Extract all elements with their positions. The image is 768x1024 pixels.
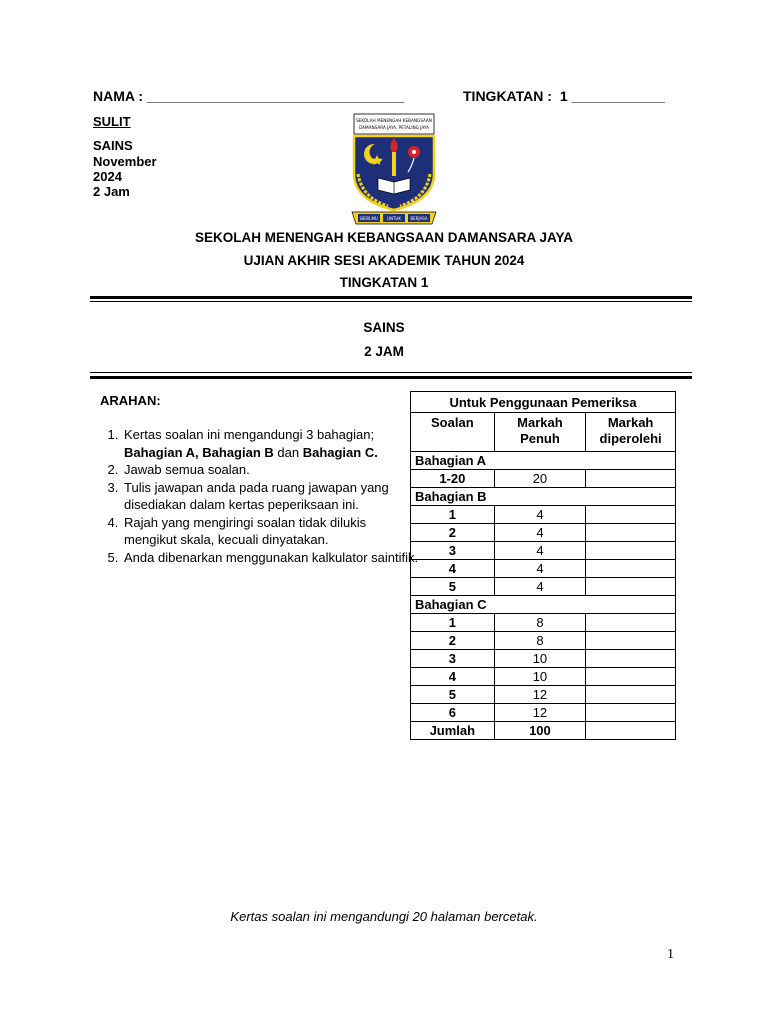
page-number: 1 (667, 947, 674, 962)
total-value-cell: 100 (494, 722, 586, 740)
instruction-1-text: Kertas soalan ini mengandungi 3 bahagian; (124, 427, 375, 442)
crest-banner-text-1: SEKOLAH MENENGAH KEBANGSAAN (356, 118, 432, 123)
obtained-marks-cell[interactable] (586, 650, 676, 668)
full-marks-cell: 4 (494, 578, 586, 596)
duration-label: 2 Jam (93, 184, 130, 199)
table-row (411, 632, 676, 650)
classification-label: SULIT (93, 114, 131, 129)
table-row (411, 650, 676, 668)
form-blank: ____________ (571, 88, 665, 104)
full-marks-cell: 8 (494, 614, 586, 632)
exam-title: UJIAN AKHIR SESI AKADEMIK TAHUN 2024 (243, 253, 525, 268)
crest-ribbon-text-2: UNTUK (387, 216, 401, 221)
section-header-row: Bahagian A (411, 452, 676, 470)
col-header-markah-diperolehi: Markah diperolehi (586, 413, 676, 452)
col-header-soalan: Soalan (411, 413, 495, 452)
obtained-marks-cell[interactable] (586, 560, 676, 578)
total-label-cell: Jumlah (411, 722, 495, 740)
question-number-cell: 1-20 (411, 470, 495, 488)
duration-title: 2 JAM (364, 344, 404, 359)
total-row (411, 722, 676, 740)
obtained-marks-cell[interactable] (586, 506, 676, 524)
total-obtained-cell[interactable] (586, 722, 676, 740)
obtained-marks-cell[interactable] (586, 614, 676, 632)
table-row (411, 578, 676, 596)
form-title: TINGKATAN 1 (339, 275, 429, 290)
table-row (411, 668, 676, 686)
section-header-row: Bahagian B (411, 488, 676, 506)
question-number-cell: 5 (411, 578, 495, 596)
question-number-cell: 5 (411, 686, 495, 704)
bottom-rule-thin (90, 372, 692, 373)
col-header-markah-penuh: Markah Penuh (494, 413, 586, 452)
question-number-cell: 3 (411, 542, 495, 560)
full-marks-cell: 12 (494, 704, 586, 722)
instructions-heading: ARAHAN: (100, 393, 161, 408)
instruction-item: 2. Jawab semua soalan. (122, 461, 422, 479)
obtained-marks-cell[interactable] (586, 704, 676, 722)
instruction-item: 4. Rajah yang mengiringi soalan tidak dilukis mengikut skala, kecuali dinyatakan. (122, 514, 422, 549)
instruction-item (122, 426, 422, 461)
table-row (411, 524, 676, 542)
obtained-marks-cell[interactable] (586, 686, 676, 704)
question-number-cell: 4 (411, 668, 495, 686)
full-marks-cell: 8 (494, 632, 586, 650)
table-row (411, 470, 676, 488)
full-marks-cell: 20 (494, 470, 586, 488)
question-number-cell: 3 (411, 650, 495, 668)
name-field-row (93, 88, 404, 104)
section-header-row: Bahagian C (411, 596, 676, 614)
form-label: TINGKATAN : (463, 88, 552, 104)
full-marks-cell: 12 (494, 686, 586, 704)
question-number-cell: 2 (411, 524, 495, 542)
bottom-rule-thick (90, 376, 692, 379)
school-crest-logo (344, 112, 444, 230)
subject-label: SAINS (93, 138, 133, 153)
question-number-cell: 1 (411, 506, 495, 524)
instructions-list (100, 426, 422, 566)
table-row (411, 704, 676, 722)
obtained-marks-cell[interactable] (586, 668, 676, 686)
question-number-cell: 4 (411, 560, 495, 578)
full-marks-cell: 4 (494, 560, 586, 578)
form-value: 1 (559, 88, 568, 104)
table-row (411, 614, 676, 632)
obtained-marks-cell[interactable] (586, 542, 676, 560)
table-row (411, 686, 676, 704)
school-name-title: SEKOLAH MENENGAH KEBANGSAAN DAMANSARA JAYA (194, 230, 574, 245)
crest-ribbon-text-1: BERILMU (360, 216, 378, 221)
full-marks-cell: 4 (494, 524, 586, 542)
instruction-1-and: dan (273, 444, 303, 460)
full-marks-cell: 10 (494, 650, 586, 668)
instruction-1-bold-2: Bahagian C. (302, 444, 378, 460)
page-count-note: Kertas soalan ini mengandungi 20 halaman bercetak. (230, 909, 538, 924)
top-rule-thin (90, 301, 692, 302)
question-number-cell: 1 (411, 614, 495, 632)
full-marks-cell: 4 (494, 506, 586, 524)
table-row (411, 542, 676, 560)
obtained-marks-cell[interactable] (586, 578, 676, 596)
instruction-item: 5. Anda dibenarkan menggunakan kalkulator saintifik. (122, 549, 422, 567)
examiner-marks-table (410, 391, 676, 740)
name-label: NAMA : (93, 88, 144, 104)
instruction-item: 3. Tulis jawapan anda pada ruang jawapan yang disediakan dalam kertas peperiksaan ini. (122, 479, 422, 514)
full-marks-cell: 4 (494, 542, 586, 560)
obtained-marks-cell[interactable] (586, 632, 676, 650)
table-row (411, 560, 676, 578)
obtained-marks-cell[interactable] (586, 524, 676, 542)
month-label: November (93, 154, 157, 169)
year-label: 2024 (93, 169, 122, 184)
subject-title: SAINS (363, 320, 405, 335)
full-marks-cell: 10 (494, 668, 586, 686)
name-blank: _________________________________ (146, 88, 404, 104)
crest-ribbon-text-3: BERJASA (410, 216, 428, 221)
table-title: Untuk Penggunaan Pemeriksa (411, 392, 676, 413)
top-rule-thick (90, 296, 692, 299)
question-number-cell: 2 (411, 632, 495, 650)
crest-banner-text-2: DAMANSARA JAYA, PETALING JAYA (359, 125, 429, 130)
question-number-cell: 6 (411, 704, 495, 722)
instruction-1-bold-1: Bahagian A, Bahagian B (124, 444, 274, 460)
obtained-marks-cell[interactable] (586, 470, 676, 488)
form-field-row (463, 88, 665, 104)
table-row (411, 506, 676, 524)
